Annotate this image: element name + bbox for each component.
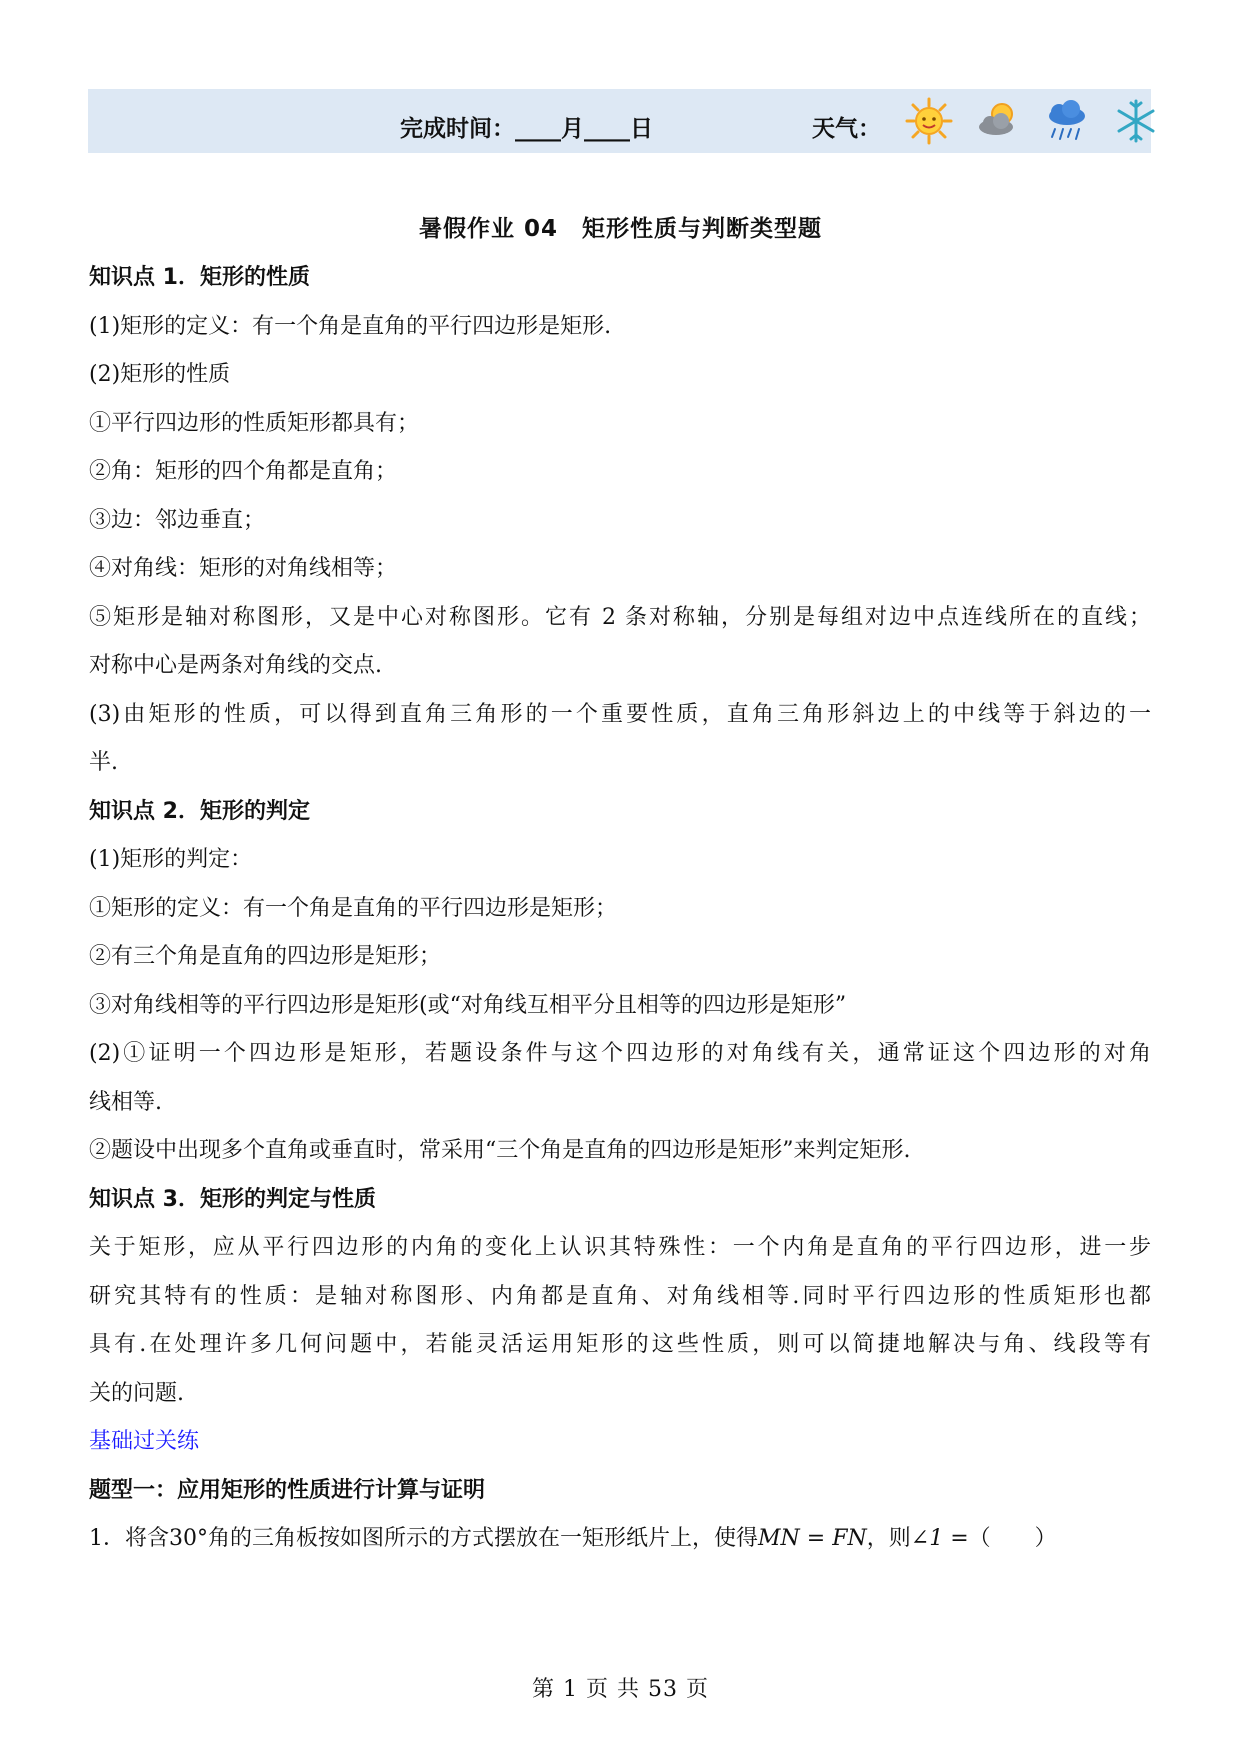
page-title: 暑假作业 04 矩形性质与判断类型题 [418,216,822,242]
section-heading: 题型一：应用矩形的性质进行计算与证明 [89,1477,486,1503]
text-line: ③对角线相等的平行四边形是矩形(或“对角线互相平分且相等的四边形是矩形” [89,992,847,1018]
completion-time-label: 完成时间：____月____日 [400,116,653,142]
question-text: ，则 [866,1526,911,1551]
weather-label: 天气： [812,116,881,142]
text-line: (2)矩形的性质 [89,362,231,387]
text-line: ①平行四边形的性质矩形都具有； [89,410,420,436]
sun-icon [905,97,953,145]
equation: MN = FN [758,1526,867,1551]
text-line: ④对角线：矩形的对角线相等； [89,556,398,581]
text-line: (1)矩形的定义：有一个角是直角的平行四边形是矩形. [89,313,612,339]
text-line: (2)①证明一个四边形是矩形，若题设条件与这个四边形的对角线有关，通常证这个四边形的对角 [89,1041,1151,1066]
snow-icon [1112,97,1160,145]
text-line: ②角：矩形的四个角都是直角； [89,459,398,484]
text-line: 具有.在处理许多几何问题中，若能灵活运用矩形的这些性质，则可以简捷地解决与角、线段等有 [89,1332,1151,1357]
question-number: 1． [89,1526,125,1551]
page-footer: 第 1 页 共 53 页 [532,1677,709,1702]
section-heading: 知识点 1．矩形的性质 [89,265,310,290]
text-line: 线相等. [89,1089,162,1115]
section-heading: 知识点 2．矩形的判定 [89,798,310,824]
text-line: (1)矩形的判定： [89,847,253,872]
text-line: 对称中心是两条对角线的交点. [89,653,382,678]
text-line: ①矩形的定义：有一个角是直角的平行四边形是矩形； [89,895,618,921]
text-line: ②题设中出现多个直角或垂直时，常采用“三个角是直角的四边形是矩形”来判定矩形. [89,1138,911,1163]
angle-expression: ∠1 = [910,1526,969,1551]
text-line: ③边：邻边垂直； [89,507,266,533]
question-text: 角的三角板按如图所示的方式摆放在一矩形纸片上，使得 [208,1526,759,1551]
text-line: 关的问题. [89,1380,184,1406]
rain-icon [1043,97,1091,145]
section-heading: 知识点 3．矩形的判定与性质 [89,1186,376,1212]
question-text: 将含 [125,1526,170,1551]
text-line: 关于矩形，应从平行四边形的内角的变化上认识其特殊性：一个内角是直角的平行四边形，进一步 [89,1235,1151,1260]
text-line: (3)由矩形的性质，可以得到直角三角形的一个重要性质，直角三角形斜边上的中线等于斜边的一 [89,701,1151,727]
text-line: 半. [89,750,118,775]
partly-cloudy-icon [974,97,1022,145]
text-line: ②有三个角是直角的四边形是矩形； [89,944,442,969]
answer-blank: （ ） [968,1526,1057,1551]
exercise-level-heading: 基础过关练 [89,1429,200,1454]
angle-value: 30° [169,1526,209,1551]
document-body [89,254,1151,1564]
question-1 [89,1515,1151,1564]
text-line: ⑤矩形是轴对称图形，又是中心对称图形。它有 2 条对称轴，分别是每组对边中点连线所在的直线； [89,604,1151,630]
text-line: 研究其特有的性质：是轴对称图形、内角都是直角、对角线相等.同时平行四边形的性质矩形也都 [89,1283,1151,1309]
